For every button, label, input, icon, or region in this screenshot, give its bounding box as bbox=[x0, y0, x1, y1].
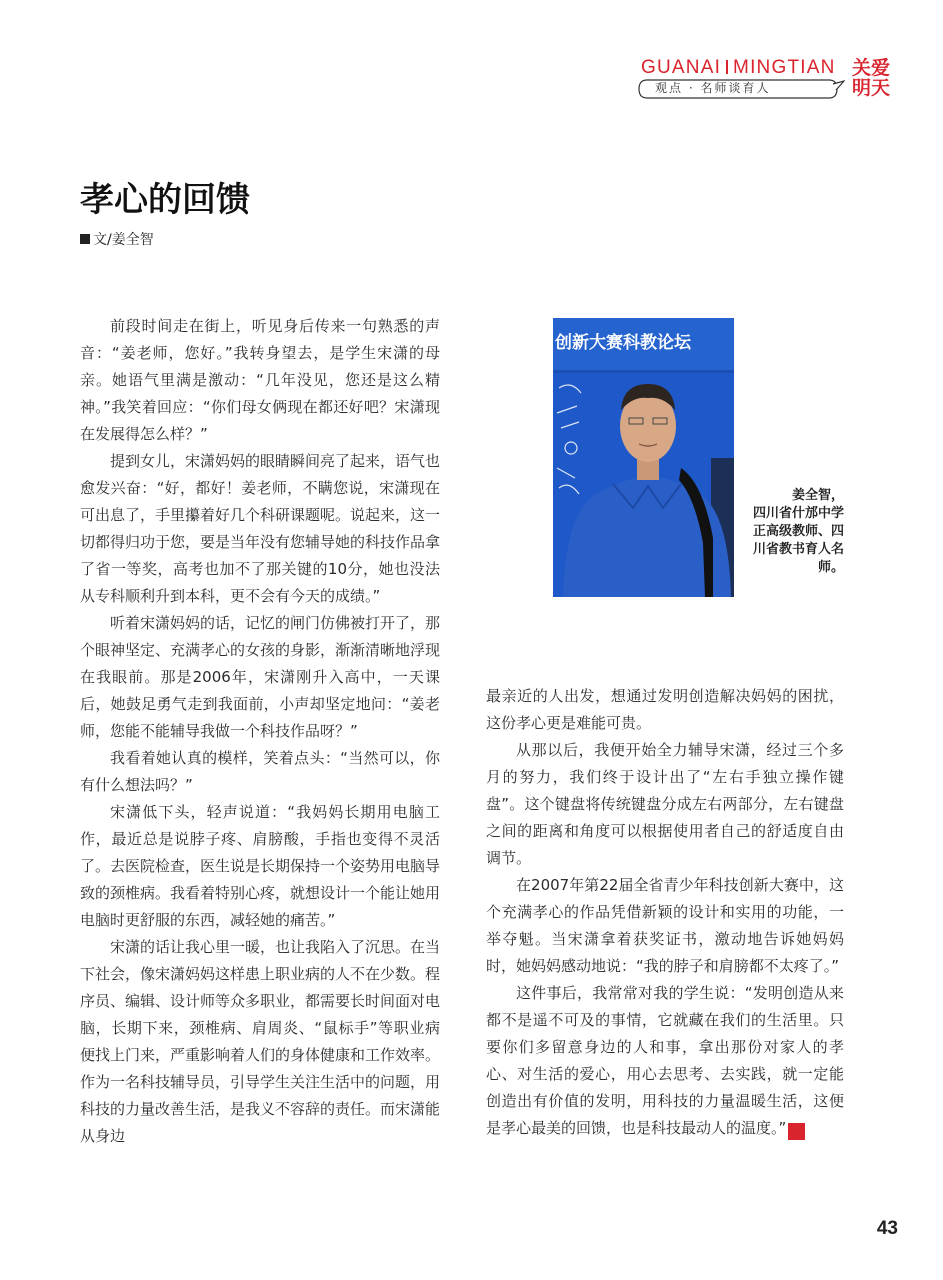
section-name: 观点 · 名师谈育人 bbox=[655, 81, 771, 95]
article-title: 孝心的回馈 bbox=[80, 180, 250, 220]
paragraph: 从那以后，我便开始全力辅导宋潇，经过三个多月的努力，我们终于设计出了“左右手独立操作键盘”。这个键盘将传统键盘分成左右两部分，左右键盘之间的距离和角度可以根据使用者自己的舒适度自由调节。 bbox=[486, 741, 844, 867]
article-column-left bbox=[80, 313, 440, 1150]
section-header-latin bbox=[641, 56, 836, 80]
paragraph: 宋潇低下头，轻声说道：“我妈妈长期用电脑工作，最近总是说脖子疼、肩膀酸，手指也变得不灵活了。去医院检查，医生说是长期保持一个姿势用电脑导致的颈椎病。我看着特别心疼，就想设计一个能让她用电脑时更舒服的东西，减轻她的痛苦。” bbox=[80, 803, 441, 929]
page-number: 43 bbox=[876, 1218, 898, 1239]
end-mark-icon: 关 bbox=[788, 1123, 805, 1140]
author-name: 文/姜全智 bbox=[93, 232, 154, 248]
header-separator bbox=[726, 60, 728, 74]
paragraph-continuation: 最亲近的人出发，想通过发明创造解决妈妈的困扰，这份孝心更是难能可贵。 bbox=[486, 687, 844, 732]
brand-logo bbox=[852, 58, 892, 98]
caption-author-title: 四川省什邡中学正高级教师、四川省教书育人名师。 bbox=[752, 506, 844, 575]
paragraph: 在2007年第22届全省青少年科技创新大赛中，这个充满孝心的作品凭借新颖的设计和实用的功能，一举夺魁。当宋潇拿着获奖证书，激动地告诉她妈妈时，她妈妈感动地说：“我的脖子和肩膀都不太疼了。” bbox=[486, 876, 844, 975]
byline bbox=[80, 230, 154, 250]
paragraph: 我看着她认真的模样，笑着点头：“当然可以，你有什么想法吗？” bbox=[80, 749, 440, 794]
author-photo-illustration bbox=[553, 318, 734, 597]
paragraph: 听着宋潇妈妈的话，记忆的闸门仿佛被打开了，那个眼神坚定、充满孝心的女孩的身影，渐渐清晰地浮现在我眼前。那是2006年，宋潇刚升入高中，一天课后，她鼓足勇气走到我面前，小声却坚定地问：“姜老师，您能不能辅导我做一个科技作品呀？” bbox=[80, 614, 441, 740]
final-paragraph bbox=[486, 980, 844, 1142]
article-column-right bbox=[486, 683, 844, 1142]
paragraph: 宋潇的话让我心里一暖，也让我陷入了沉思。在当下社会，像宋潇妈妈这样患上职业病的人不在少数。程序员、编辑、设计师等众多职业，都需要长时间面对电脑，长期下来，颈椎病、肩周炎、“鼠标手”等职业病便找上门来，严重影响着人们的身体健康和工作效率。作为一名科技辅导员，引导学生关注生活中的问题，用科技的力量改善生活，是我义不容辞的责任。而宋潇能从身边 bbox=[80, 938, 441, 1145]
brand-logo-line2: 明天 bbox=[852, 77, 891, 99]
header-word-right: MINGTIAN bbox=[733, 57, 836, 78]
brand-logo-line1: 关爱 bbox=[852, 57, 891, 79]
paragraph: 前段时间走在街上，听见身后传来一句熟悉的声音：“姜老师，您好。”我转身望去，是学生宋潇的母亲。她语气里满是激动：“几年没见，您还是这么精神。”我笑着回应：“你们母女俩现在都还好吧？宋潇现在发展得怎么样？” bbox=[80, 317, 440, 443]
photo-caption bbox=[752, 487, 844, 577]
caption-author-name: 姜全智， bbox=[791, 488, 844, 503]
header-word-left: GUANAI bbox=[641, 57, 722, 78]
final-paragraph-text: 这件事后，我常常对我的学生说：“发明创造从来都不是遥不可及的事情，它就藏在我们的生活里。只要你们多留意身边的人和事，拿出那份对家人的孝心、对生活的爱心，用心去思考、去实践，就一定能创造出有价值的发明，用科技的力量温暖生活，这便是孝心最美的回馈，也是科技最动人的温度。” bbox=[486, 984, 844, 1137]
paragraph: 提到女儿，宋潇妈妈的眼睛瞬间亮了起来，语气也愈发兴奋：“好，都好！姜老师，不瞒您说，宋潇现在可出息了，手里攥着好几个科研课题呢。说起来，这一切都得归功于您，要是当年没有您辅导她的科技作品拿了省一等奖，高考也加不了那关键的10分，她也没法从专科顺利升到本科，更不会有今天的成绩。” bbox=[80, 452, 441, 605]
author-photo bbox=[553, 318, 734, 597]
square-bullet-icon bbox=[80, 234, 90, 244]
banner-text: 创新大赛科教论坛 bbox=[555, 333, 691, 353]
